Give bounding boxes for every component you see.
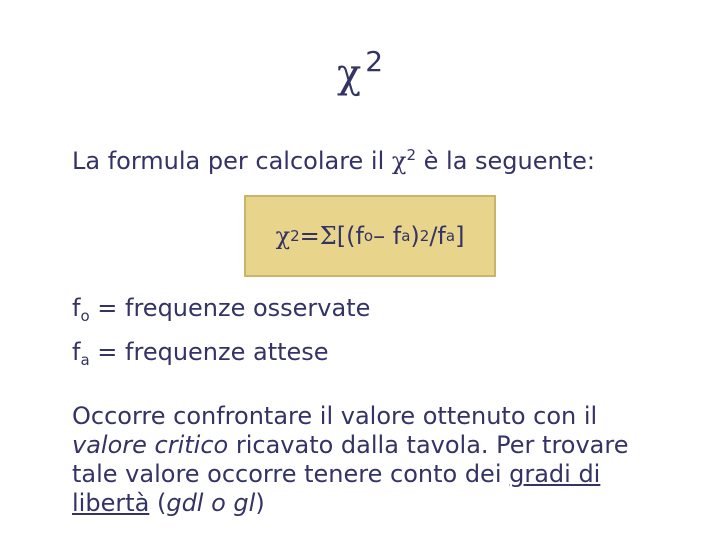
definition-text: = frequenze osservate (89, 294, 371, 322)
definition-sub: o (80, 307, 90, 325)
intro-before: La formula per calcolare il (72, 147, 392, 175)
slide-title (0, 45, 720, 97)
definition-var: f (72, 294, 81, 322)
formula-sub-a: a (401, 227, 411, 245)
para-part4: ) (255, 489, 265, 517)
formula-close: ) (410, 222, 420, 250)
definition-expected (72, 334, 370, 378)
formula-end: ] (455, 222, 465, 250)
formula-minus: – f (373, 222, 402, 250)
formula-open: [(f (336, 222, 364, 250)
formula-chi: χ (275, 222, 291, 250)
definition-text: = frequenze attese (89, 338, 329, 366)
formula-sigma: Σ (319, 222, 337, 250)
formula-exp: 2 (290, 227, 300, 245)
critical-value-term: valore critico (72, 431, 229, 459)
formula-exp2: 2 (419, 227, 430, 245)
intro-text (72, 146, 595, 175)
definitions (72, 290, 370, 378)
formula-sub-a2: a (445, 227, 456, 245)
formula-eq: = (299, 222, 320, 250)
definition-var: f (72, 338, 81, 366)
para-part1: Occorre confrontare il valore ottenuto con il (72, 402, 598, 430)
para-part2: ricavato dalla tavola. Per trovare tale valore occorre tenere conto dei (72, 431, 629, 488)
title-chi-symbol: χ (336, 51, 362, 97)
formula-slash: /f (429, 222, 446, 250)
intro-chi-symbol: χ (391, 147, 407, 175)
para-part3: ( (149, 489, 167, 517)
abbreviation: gdl o gl (166, 489, 256, 517)
title-exponent: 2 (365, 45, 384, 78)
intro-after: è la seguente: (416, 147, 595, 175)
formula-box (244, 195, 496, 277)
formula-sub-o: o (363, 227, 374, 245)
intro-exponent: 2 (406, 146, 416, 164)
definition-sub: a (80, 351, 90, 369)
degrees-of-freedom-link[interactable]: gradi di libertà (72, 460, 601, 517)
definition-observed (72, 290, 370, 334)
explanation-paragraph (72, 402, 672, 518)
